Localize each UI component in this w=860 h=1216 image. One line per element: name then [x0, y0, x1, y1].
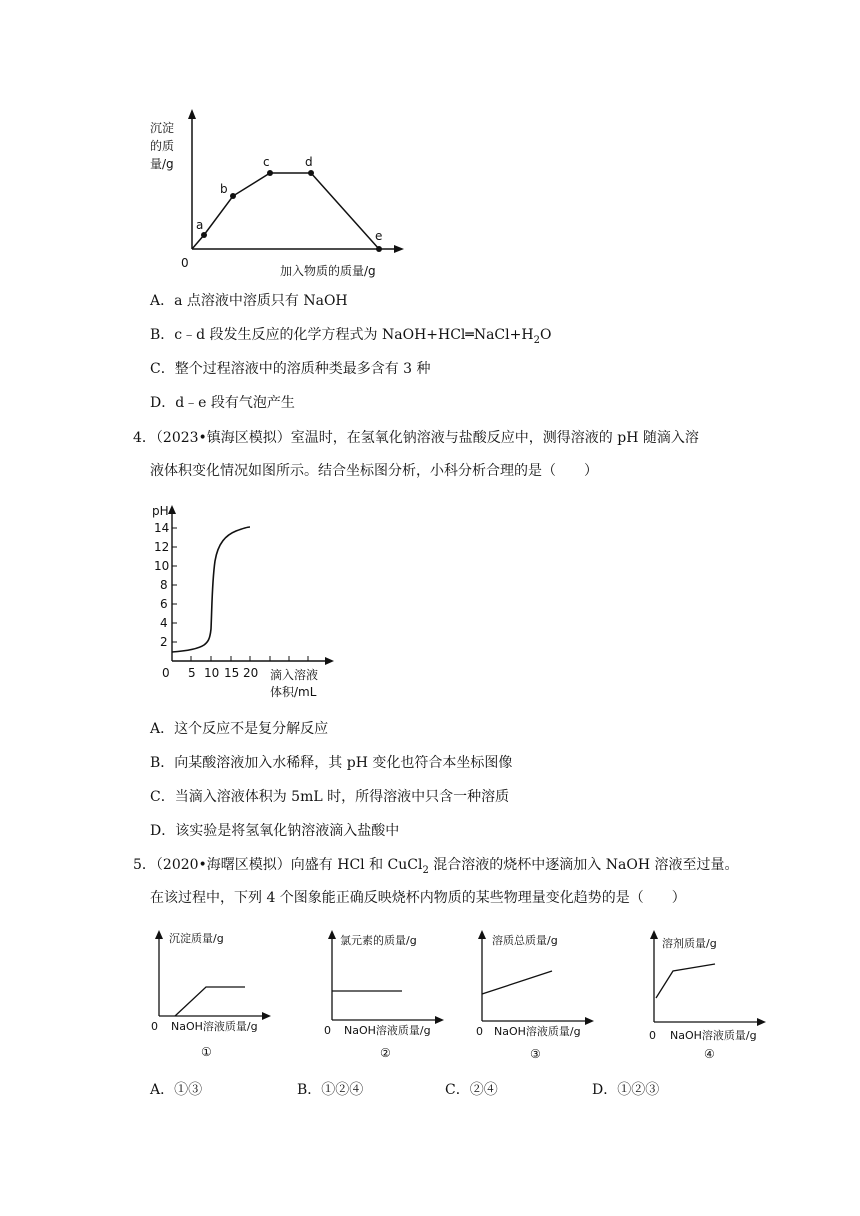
q4-option-b: B．向某酸溶液加入水稀释，其 pH 变化也符合本坐标图像: [150, 755, 513, 771]
q5-stem-line1-a: 5．（2020•海曙区模拟）向盛有 HCl 和 CuCl: [133, 857, 423, 873]
q5-option-c: C．②④: [445, 1082, 498, 1098]
q3-point-d: d: [305, 155, 313, 169]
q4-option-c: C．当滴入溶液体积为 5mL 时，所得溶液中只含一种溶质: [150, 789, 510, 805]
q3-option-b-text: B．c﹣d 段发生反应的化学方程式为 NaOH+HCl═NaCl+H: [150, 327, 534, 343]
q5-stem-line2: 在该过程中，下列 4 个图象能正确反映烧杯内物质的某些物理量变化趋势的是（ ）: [150, 890, 686, 906]
q5-graph-1-origin: 0: [151, 1020, 158, 1033]
q4-ytick-2: 2: [160, 635, 168, 649]
q5-graph-4-origin: 0: [649, 1029, 656, 1042]
q3-precipitate-graph: [140, 105, 430, 285]
q5-graph-4-num: ④: [704, 1047, 715, 1061]
q4-ph-graph: [148, 497, 348, 707]
q5-graph-3-num: ③: [530, 1047, 541, 1061]
q5-graph-4-xlabel: NaOH溶液质量/g: [670, 1029, 757, 1042]
q3-option-c: C．整个过程溶液中的溶质种类最多含有 3 种: [150, 361, 431, 377]
q3-option-b-sub: 2: [533, 334, 540, 346]
q3-option-b: [150, 325, 551, 351]
q5-stem-line1: [133, 855, 738, 881]
q5-graph-2-xlabel: NaOH溶液质量/g: [344, 1024, 431, 1037]
q4-option-d: D．该实验是将氢氧化钠溶液滴入盐酸中: [150, 823, 400, 839]
q5-graph-1-ylabel: 沉淀质量/g: [169, 932, 224, 945]
q3-option-b-tail: O: [539, 327, 552, 343]
q3-point-b: b: [220, 182, 228, 196]
q5-option-b: B．①②④: [297, 1082, 364, 1098]
q4-stem-line1: 4．（2023•镇海区模拟）室温时，在氢氧化钠溶液与盐酸反应中，测得溶液的 pH 随滴入溶: [133, 430, 699, 446]
q4-xlabel-line2: 体积/mL: [270, 685, 317, 699]
q4-ytick-12: 12: [154, 540, 170, 554]
q5-graph-3-xlabel: NaOH溶液质量/g: [494, 1025, 581, 1038]
q5-graph-2-num: ②: [380, 1046, 391, 1060]
q4-ytick-14: 14: [154, 521, 170, 535]
q5-graph-4: [640, 922, 780, 1062]
q4-xlabel-line1: 滴入溶液: [270, 668, 319, 682]
q5-graph-1-xlabel: NaOH溶液质量/g: [171, 1020, 258, 1033]
q4-ytick-6: 6: [160, 597, 168, 611]
q3-xlabel: 加入物质的质量/g: [280, 264, 376, 278]
q5-graph-3-origin: 0: [476, 1025, 483, 1038]
q5-stem-sub: 2: [422, 864, 429, 876]
q4-option-a: A．这个反应不是复分解反应: [150, 721, 329, 737]
q5-stem-line1-b: 混合溶液的烧杯中逐滴加入 NaOH 溶液至过量。: [428, 857, 739, 873]
q4-ylabel: pH: [152, 504, 169, 518]
q4-xtick-0: 0: [162, 666, 170, 680]
q4-xtick-10: 10: [204, 666, 220, 680]
q5-graph-2: [318, 922, 458, 1062]
q3-point-a: a: [196, 218, 204, 232]
q4-xtick-15: 15: [224, 666, 240, 680]
q4-ytick-8: 8: [160, 578, 168, 592]
q3-option-a: A．a 点溶液中溶质只有 NaOH: [150, 293, 348, 309]
q4-xtick-20: 20: [243, 666, 259, 680]
q5-graph-1: [145, 922, 285, 1062]
q5-graph-3: [468, 922, 608, 1062]
q5-graph-2-origin: 0: [324, 1024, 331, 1037]
q3-point-e: e: [375, 229, 383, 243]
q5-graph-2-ylabel: 氯元素的质量/g: [340, 934, 417, 947]
q3-ylabel-line1: 沉淀: [150, 121, 175, 135]
q3-ylabel-line2: 的质: [150, 139, 175, 153]
q3-origin: 0: [181, 256, 189, 270]
q5-graph-4-ylabel: 溶剂质量/g: [662, 937, 717, 950]
q3-option-d: D．d﹣e 段有气泡产生: [150, 395, 295, 411]
q5-option-d: D．①②③: [592, 1082, 660, 1098]
q3-point-c: c: [263, 155, 270, 169]
q4-ytick-4: 4: [160, 616, 168, 630]
q4-xtick-5: 5: [188, 666, 196, 680]
q3-ylabel-line3: 量/g: [150, 157, 174, 171]
q4-stem-line2: 液体积变化情况如图所示。结合坐标图分析，小科分析合理的是（ ）: [150, 463, 598, 479]
q5-graph-1-num: ①: [201, 1045, 212, 1059]
q5-graph-3-ylabel: 溶质总质量/g: [492, 934, 558, 947]
q4-ytick-10: 10: [154, 559, 170, 573]
q5-option-a: A．①③: [150, 1082, 203, 1098]
